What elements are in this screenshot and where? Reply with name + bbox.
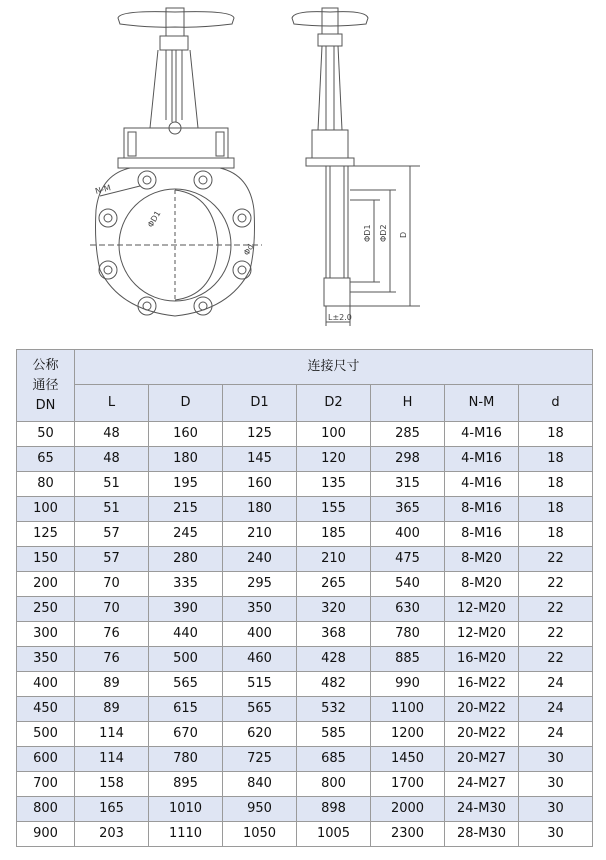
dn-cell: 250	[17, 597, 75, 622]
dn-cell: 50	[17, 422, 75, 447]
table-cell: 500	[149, 647, 223, 672]
table-cell: 990	[371, 672, 445, 697]
table-cell: 20-M27	[445, 747, 519, 772]
table-cell: 2300	[371, 822, 445, 847]
dn-cell: 600	[17, 747, 75, 772]
table-cell: 1050	[223, 822, 297, 847]
table-cell: 30	[519, 822, 593, 847]
dn-cell: 400	[17, 672, 75, 697]
table-cell: 400	[371, 522, 445, 547]
table-cell: 28-M30	[445, 822, 519, 847]
table-cell: 460	[223, 647, 297, 672]
table-cell: 215	[149, 497, 223, 522]
table-cell: 298	[371, 447, 445, 472]
table-cell: 12-M20	[445, 597, 519, 622]
table-cell: 4-M16	[445, 447, 519, 472]
table-cell: 24-M30	[445, 797, 519, 822]
table-cell: 76	[75, 622, 149, 647]
table-cell: 685	[297, 747, 371, 772]
table-row	[17, 672, 593, 697]
table-cell: 180	[149, 447, 223, 472]
table-cell: 285	[371, 422, 445, 447]
table-cell: 350	[223, 597, 297, 622]
table-cell: 12-M20	[445, 622, 519, 647]
table-cell: 245	[149, 522, 223, 547]
label-d1-side: ΦD1	[363, 224, 372, 242]
table-cell: 51	[75, 497, 149, 522]
table-row	[17, 547, 593, 572]
header-row-columns	[17, 385, 593, 422]
table-row	[17, 447, 593, 472]
table-cell: 114	[75, 722, 149, 747]
table-cell: 368	[297, 622, 371, 647]
table-cell: 895	[149, 772, 223, 797]
table-cell: 280	[149, 547, 223, 572]
table-cell: 120	[297, 447, 371, 472]
dn-cell: 100	[17, 497, 75, 522]
table-cell: 8-M16	[445, 522, 519, 547]
table-cell: 885	[371, 647, 445, 672]
table-row	[17, 772, 593, 797]
table-cell: 18	[519, 472, 593, 497]
table-cell: 8-M16	[445, 497, 519, 522]
label-d-side: D	[399, 231, 408, 238]
table-cell: 24-M27	[445, 772, 519, 797]
dn-cell: 200	[17, 572, 75, 597]
table-cell: 390	[149, 597, 223, 622]
table-cell: 1110	[149, 822, 223, 847]
table-cell: 1100	[371, 697, 445, 722]
table-cell: 155	[297, 497, 371, 522]
table-cell: 898	[297, 797, 371, 822]
table-row	[17, 597, 593, 622]
table-cell: 565	[149, 672, 223, 697]
column-header-h: H	[371, 385, 445, 422]
table-cell: 8-M20	[445, 572, 519, 597]
dn-cell: 300	[17, 622, 75, 647]
valve-technical-drawing	[0, 0, 606, 345]
table-row	[17, 747, 593, 772]
table-cell: 265	[297, 572, 371, 597]
dn-cell: 80	[17, 472, 75, 497]
table-cell: 540	[371, 572, 445, 597]
table-row	[17, 722, 593, 747]
table-cell: 57	[75, 522, 149, 547]
table-cell: 532	[297, 697, 371, 722]
table-cell: 950	[223, 797, 297, 822]
table-cell: 335	[149, 572, 223, 597]
table-cell: 180	[223, 497, 297, 522]
connection-size-header: 连接尺寸	[75, 350, 593, 385]
table-cell: 114	[75, 747, 149, 772]
table-cell: 89	[75, 697, 149, 722]
table-cell: 428	[297, 647, 371, 672]
dn-cell: 900	[17, 822, 75, 847]
dn-cell: 450	[17, 697, 75, 722]
table-row	[17, 797, 593, 822]
table-cell: 210	[223, 522, 297, 547]
dn-cell: 125	[17, 522, 75, 547]
table-cell: 615	[149, 697, 223, 722]
dn-cell: 700	[17, 772, 75, 797]
table-cell: 22	[519, 622, 593, 647]
column-header-nm: N-M	[445, 385, 519, 422]
table-cell: 158	[75, 772, 149, 797]
label-d2-side: ΦD2	[379, 224, 388, 242]
table-cell: 482	[297, 672, 371, 697]
table-cell: 125	[223, 422, 297, 447]
table-cell: 30	[519, 797, 593, 822]
column-header-d: D	[149, 385, 223, 422]
table-cell: 800	[297, 772, 371, 797]
table-cell: 320	[297, 597, 371, 622]
table-row	[17, 472, 593, 497]
table-cell: 70	[75, 572, 149, 597]
table-cell: 440	[149, 622, 223, 647]
table-cell: 89	[75, 672, 149, 697]
table-cell: 725	[223, 747, 297, 772]
table-cell: 240	[223, 547, 297, 572]
table-cell: 840	[223, 772, 297, 797]
table-cell: 100	[297, 422, 371, 447]
table-cell: 20-M22	[445, 697, 519, 722]
table-row	[17, 622, 593, 647]
table-cell: 22	[519, 597, 593, 622]
table-cell: 30	[519, 772, 593, 797]
label-nm: N-M	[94, 183, 112, 196]
table-cell: 20-M22	[445, 722, 519, 747]
table-cell: 1010	[149, 797, 223, 822]
label-d-front: Φd	[241, 242, 256, 257]
header-row-group	[17, 350, 593, 385]
table-cell: 1200	[371, 722, 445, 747]
table-cell: 51	[75, 472, 149, 497]
table-cell: 780	[371, 622, 445, 647]
table-cell: 57	[75, 547, 149, 572]
table-cell: 18	[519, 447, 593, 472]
table-cell: 70	[75, 597, 149, 622]
table-row	[17, 422, 593, 447]
table-row	[17, 497, 593, 522]
table-cell: 16-M22	[445, 672, 519, 697]
table-cell: 585	[297, 722, 371, 747]
table-cell: 160	[149, 422, 223, 447]
dn-cell: 350	[17, 647, 75, 672]
table-cell: 18	[519, 497, 593, 522]
table-cell: 670	[149, 722, 223, 747]
table-cell: 195	[149, 472, 223, 497]
column-header-d2: D2	[297, 385, 371, 422]
table-cell: 1700	[371, 772, 445, 797]
dn-cell: 800	[17, 797, 75, 822]
table-cell: 24	[519, 722, 593, 747]
table-cell: 203	[75, 822, 149, 847]
table-cell: 135	[297, 472, 371, 497]
table-cell: 1005	[297, 822, 371, 847]
table-cell: 76	[75, 647, 149, 672]
table-cell: 295	[223, 572, 297, 597]
table-cell: 515	[223, 672, 297, 697]
dn-header-line-1: 公称	[32, 357, 59, 373]
table-cell: 160	[223, 472, 297, 497]
table-cell: 145	[223, 447, 297, 472]
table-cell: 210	[297, 547, 371, 572]
table-cell: 30	[519, 747, 593, 772]
column-header-small-d: d	[519, 385, 593, 422]
table-cell: 315	[371, 472, 445, 497]
table-cell: 565	[223, 697, 297, 722]
table-cell: 365	[371, 497, 445, 522]
dimension-table	[16, 349, 593, 847]
table-row	[17, 522, 593, 547]
table-row	[17, 697, 593, 722]
dn-cell: 150	[17, 547, 75, 572]
table-cell: 22	[519, 647, 593, 672]
table-row	[17, 822, 593, 847]
table-cell: 18	[519, 522, 593, 547]
table-cell: 18	[519, 422, 593, 447]
table-cell: 22	[519, 572, 593, 597]
label-d1-front: ΦD1	[145, 209, 163, 229]
table-cell: 22	[519, 547, 593, 572]
table-cell: 48	[75, 447, 149, 472]
table-cell: 8-M20	[445, 547, 519, 572]
table-cell: 4-M16	[445, 422, 519, 447]
column-header-d1: D1	[223, 385, 297, 422]
table-cell: 185	[297, 522, 371, 547]
table-cell: 620	[223, 722, 297, 747]
dn-cell: 500	[17, 722, 75, 747]
table-cell: 48	[75, 422, 149, 447]
dn-header-line-3: DN	[35, 397, 56, 413]
dn-header-line-2: 通径	[32, 377, 59, 393]
table-cell: 24	[519, 697, 593, 722]
dn-cell: 65	[17, 447, 75, 472]
table-row	[17, 647, 593, 672]
table-row	[17, 572, 593, 597]
table-cell: 1450	[371, 747, 445, 772]
table-cell: 475	[371, 547, 445, 572]
table-cell: 16-M20	[445, 647, 519, 672]
label-l-side: L±2.0	[328, 313, 352, 322]
dn-header-cell	[17, 350, 75, 422]
table-cell: 165	[75, 797, 149, 822]
column-header-l: L	[75, 385, 149, 422]
table-cell: 630	[371, 597, 445, 622]
table-cell: 24	[519, 672, 593, 697]
table-cell: 2000	[371, 797, 445, 822]
table-cell: 780	[149, 747, 223, 772]
table-cell: 400	[223, 622, 297, 647]
table-cell: 4-M16	[445, 472, 519, 497]
